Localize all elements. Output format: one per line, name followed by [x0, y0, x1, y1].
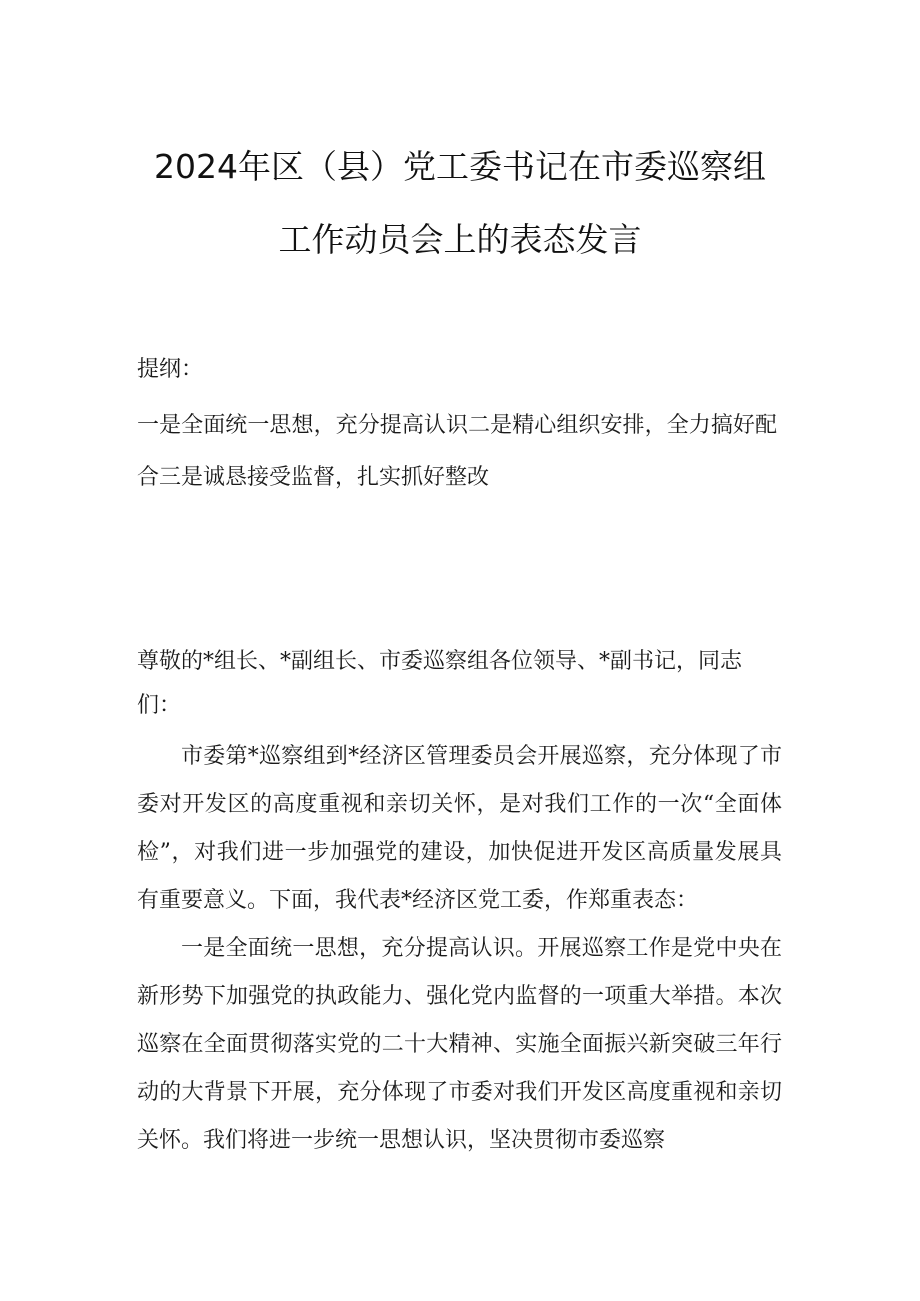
salutation: 尊敬的*组长、*副组长、市委巡察组各位领导、*副书记，同志们： [137, 649, 743, 718]
outline-text: 一是全面统一思想，充分提高认识二是精心组织安排，全力搞好配合三是诚恳接受监督，扎实抓好整改 [137, 413, 777, 490]
body-paragraph: 市委第*巡察组到*经济区管理委员会开展巡察，充分体现了市委对开发区的高度重视和亲切关怀，是对我们工作的一次“全面体检”，对我们进一步加强党的建设，加快促进开发区高质量发展具有重要意义。下面，我代表*经济区党工委，作郑重表态： [137, 744, 782, 913]
outline-label: 提纲： [137, 357, 204, 382]
document-title-line-1: 2024年区（县）党工委书记在市委巡察组 [154, 147, 766, 186]
document-title-line-2: 工作动员会上的表态发言 [278, 220, 642, 259]
body-paragraph: 一是全面统一思想，充分提高认识。开展巡察工作是党中央在新形势下加强党的执政能力、强化党内监督的一项重大举措。本次巡察在全面贯彻落实党的二十大精神、实施全面振兴新突破三年行动的大背景下开展，充分体现了市委对我们开发区高度重视和亲切关怀。我们将进一步统一思想认识，坚决贯彻市委巡察 [137, 936, 782, 1153]
